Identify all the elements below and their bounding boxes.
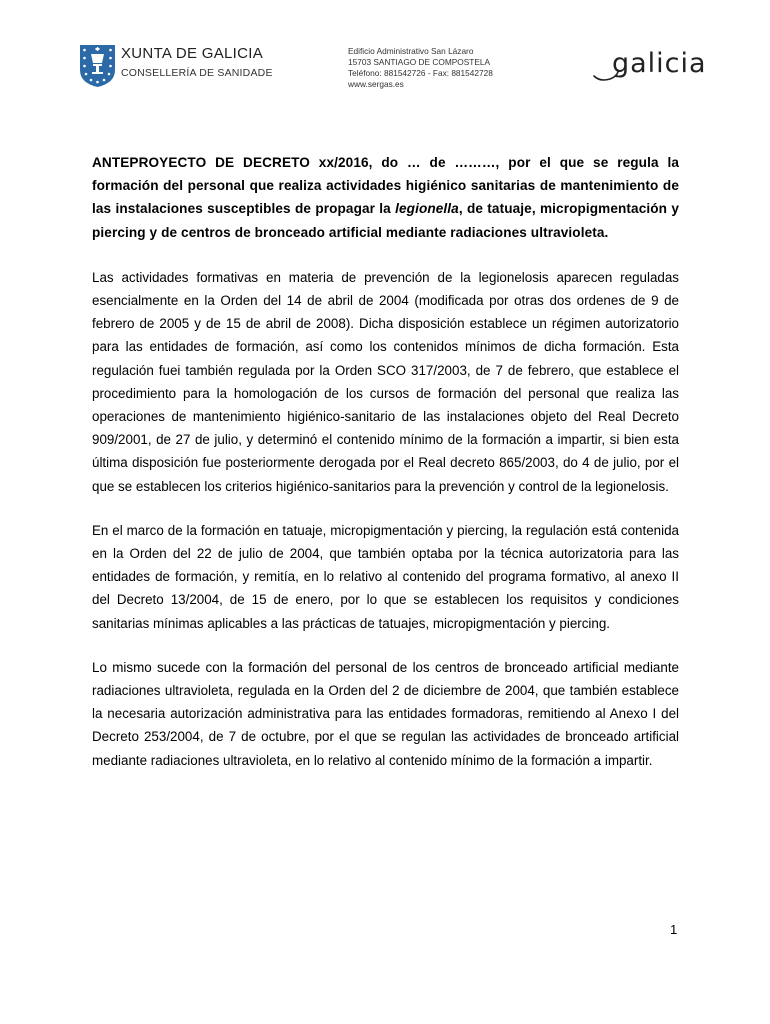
document-title: [92, 151, 679, 244]
title-text: ANTEPROYECTO DE DECRETO xx/2016, do … de ………, por el que se regula la formación del personal que realiza actividades higiénico sanitarias de mantenimiento de las instalaciones susceptibles de propagar la: [92, 155, 679, 217]
document-body: [92, 151, 679, 772]
page-number: 1: [670, 922, 678, 937]
org-department: CONSELLERÍA DE SANIDADE: [121, 67, 273, 79]
title-text-end: , de tatuaje, micropigmentación y piercing y de centros de bronceado artificial mediante radiaciones ultravioleta.: [92, 201, 679, 240]
address-line: 15703 SANTIAGO DE COMPOSTELA: [348, 57, 491, 67]
address-block: [348, 46, 493, 90]
xunta-shield-icon: [79, 44, 116, 88]
paragraph-bronceado: Lo mismo sucede con la formación del personal de los centros de bronceado artificial mediante radiaciones ultravioleta, regulada en la Orden del 2 de diciembre de 2004, que también establece la necesaria autorización administrativa para las entidades formadoras, remitiendo al Anexo I del Decreto 253/2004, de 7 de octubre, por el que se regulan las actividades de bronceado artificial mediante radiaciones ultravioleta, en lo relativo al contenido mínimo de la formación a impartir.: [92, 659, 679, 768]
website-line: www.sergas.es: [348, 79, 404, 89]
org-name: XUNTA DE GALICIA: [121, 45, 264, 62]
paragraph-legionelosis: Las actividades formativas en materia de prevención de la legionelosis aparecen reguladas esencialmente en la Orden del 14 de abril de 2004 (modificada por otras dos ordenes de 9 de febrero de 2005 y de 15 de abril de 2008). Dicha disposición establece un régimen autorizatorio para las entidades de formación, así como los contenidos mínimos de dicha formación. Esta regulación fuei también regulada por la Orden SCO 317/2003, de 7 de febrero, que establece el procedimiento para la homologación de los cursos de formación del personal que realiza las operaciones de mantenimiento higiénico-sanitario de las instalaciones objeto del Real Decreto 909/2001, de 27 de julio, y determinó el contenido mínimo de la formación a impartir, si bien esta última disposición fue posteriormente derogada por el Real decreto 865/2003, do 4 de julio, por el que se establecen los criterios higiénico-sanitarios para la prevención y control de la legionelosis.: [92, 269, 679, 494]
paragraph-tatuaje: En el marco de la formación en tatuaje, micropigmentación y piercing, la regulación está contenida en la Orden del 22 de julio de 2004, que también optaba por la técnica autorizatoria para las entidades de formación, y remitía, en lo relativo al contenido del programa formativo, al anexo II del Decreto 13/2004, de 15 de enero, por lo que se establecen los requisitos y condiciones sanitarias mínimas aplicables a las prácticas de tatuajes, micropigmentación y piercing.: [92, 522, 679, 631]
title-italic-term: legionella: [395, 201, 459, 217]
galicia-logo: [590, 46, 726, 86]
address-line: Edificio Administrativo San Lázaro: [348, 46, 474, 56]
phone-fax-line: Teléfono: 881542726 - Fax: 881542728: [348, 68, 493, 78]
svg-text:galicia: galicia: [612, 48, 707, 79]
